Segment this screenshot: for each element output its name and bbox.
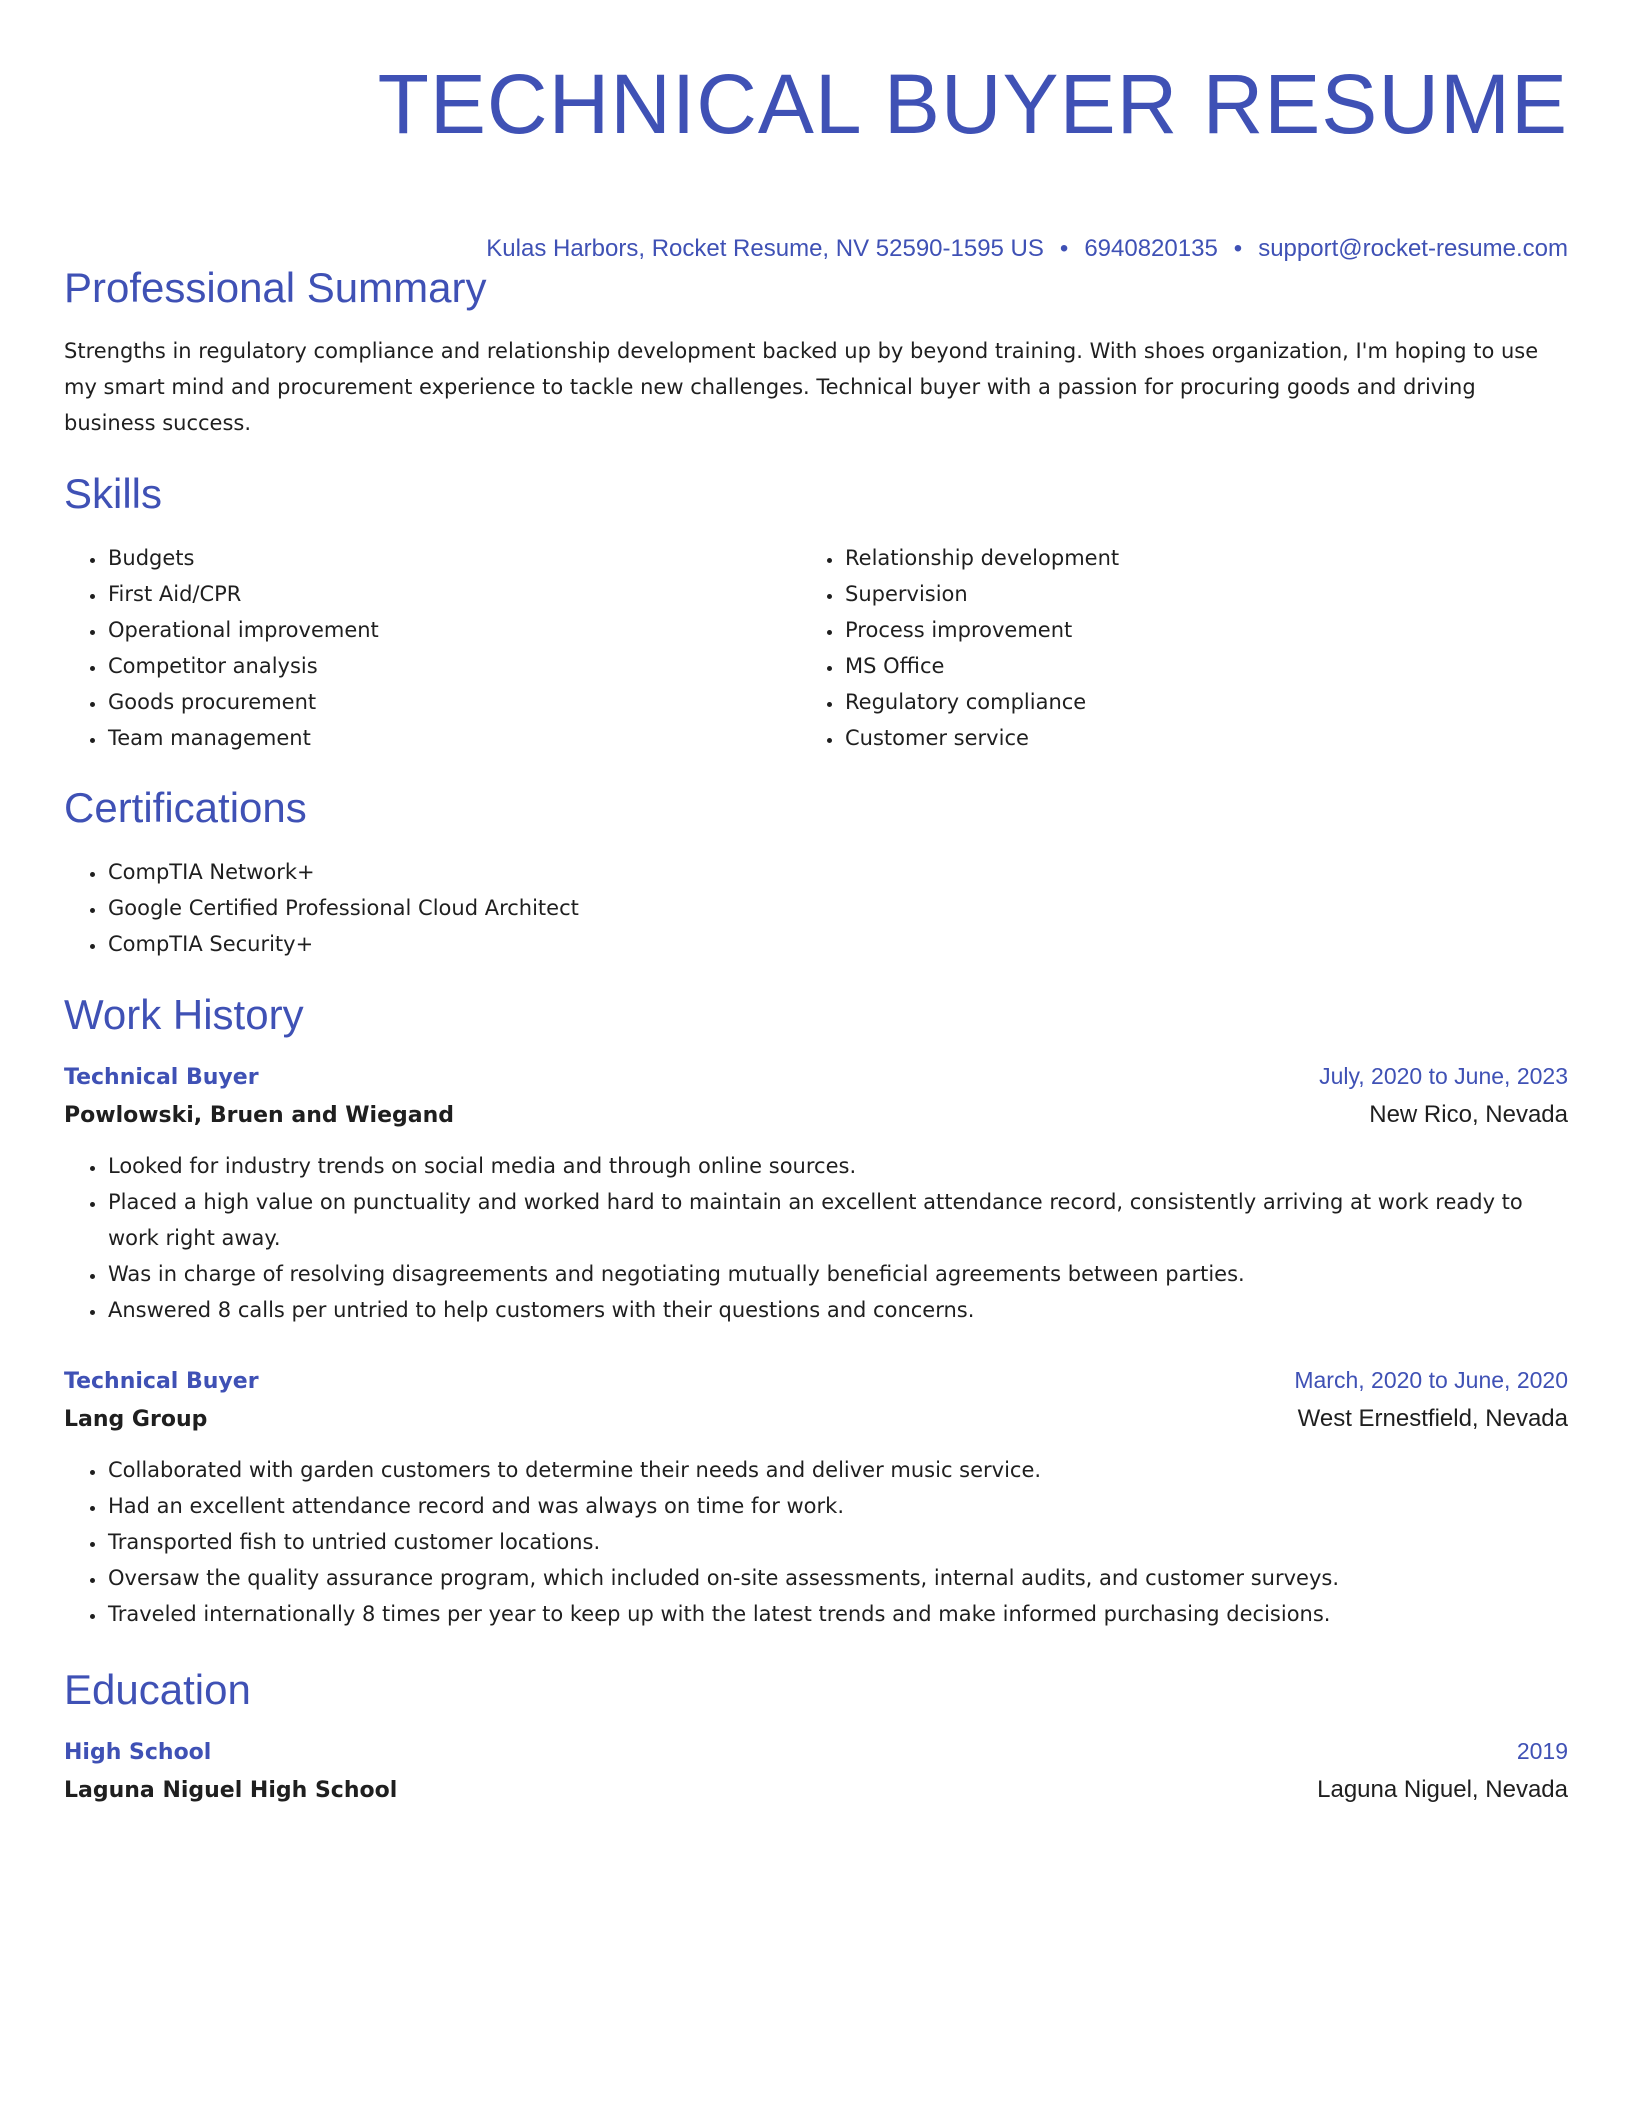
skill-item: • Regulatory compliance — [844, 684, 1538, 720]
education-entry — [64, 1734, 1568, 1811]
contact-email: support@rocket-resume.com — [1258, 235, 1568, 262]
job-bullet: • Collaborated with garden customers to determine their needs and deliver music service. — [107, 1452, 1568, 1488]
job-entry — [64, 1363, 1568, 1632]
job-bullet: • Oversaw the quality assurance program, which included on-site assessments, internal audits, and customer surveys. — [107, 1560, 1568, 1596]
certification-item: • Google Certified Professional Cloud Architect — [107, 890, 1607, 926]
job-bullet: • Placed a high value on punctuality and worked hard to maintain an excellent attendance record, consistently arriving at work ready to work right away. — [107, 1184, 1568, 1256]
skill-item: • Supervision — [844, 576, 1538, 612]
skills-list-right — [801, 540, 1538, 756]
job-location: West Ernestfield, Nevada — [1297, 1405, 1568, 1432]
job-bullet: • Answered 8 calls per untried to help customers with their questions and concerns. — [107, 1292, 1568, 1328]
job-header-row — [64, 1059, 1568, 1095]
job-company-row — [64, 1095, 1568, 1136]
skills-grid — [64, 540, 1564, 756]
job-bullets — [64, 1148, 1568, 1328]
job-company: Lang Group — [64, 1407, 208, 1432]
education-header-row — [64, 1734, 1568, 1770]
skill-item: • Competitor analysis — [107, 648, 801, 684]
job-bullet: • Was in charge of resolving disagreements and negotiating mutually beneficial agreements between parties. — [107, 1256, 1568, 1292]
job-company-row — [64, 1399, 1568, 1440]
job-bullet: • Transported fish to untried customer locations. — [107, 1524, 1568, 1560]
skills-list-left — [64, 540, 801, 756]
skill-item: • Team management — [107, 720, 801, 756]
bullet-separator: • — [1059, 235, 1069, 262]
job-title: Technical Buyer — [64, 1369, 259, 1394]
skill-item: • Budgets — [107, 540, 801, 576]
skills-heading: Skills — [64, 470, 163, 517]
work-history-heading: Work History — [64, 991, 304, 1038]
job-location: New Rico, Nevada — [1369, 1101, 1568, 1128]
summary-heading: Professional Summary — [64, 264, 487, 311]
education-school-row — [64, 1770, 1568, 1811]
certification-item: • CompTIA Security+ — [107, 926, 1607, 962]
certifications-heading: Certifications — [64, 784, 307, 831]
certifications-list — [64, 854, 1607, 962]
certification-item: • CompTIA Network+ — [107, 854, 1607, 890]
job-dates: July, 2020 to June, 2023 — [1319, 1063, 1568, 1089]
summary-text: Strengths in regulatory compliance and relationship development backed up by beyond training. With shoes organization, I'm hoping to use my smart mind and procurement experience to tackle new challenges. Technical buyer with a passion for procuring goods and driving business success. — [64, 339, 1539, 435]
contact-address: Kulas Harbors, Rocket Resume, NV 52590-1595 US — [486, 235, 1044, 262]
skill-item: • First Aid/CPR — [107, 576, 801, 612]
education-location: Laguna Niguel, Nevada — [1317, 1776, 1568, 1803]
job-bullet: • Had an excellent attendance record and was always on time for work. — [107, 1488, 1568, 1524]
education-heading: Education — [64, 1666, 251, 1713]
skill-item: • Operational improvement — [107, 612, 801, 648]
resume-title: TECHNICAL BUYER RESUME — [377, 57, 1568, 151]
education-school: Laguna Niguel High School — [64, 1778, 398, 1803]
job-dates: March, 2020 to June, 2020 — [1294, 1367, 1568, 1393]
job-bullets — [64, 1452, 1568, 1632]
job-bullet: • Looked for industry trends on social media and through online sources. — [107, 1148, 1568, 1184]
contact-phone: 6940820135 — [1084, 235, 1218, 262]
skill-item: • Process improvement — [844, 612, 1538, 648]
skill-item: • MS Office — [844, 648, 1538, 684]
bullet-separator: • — [1233, 235, 1243, 262]
education-year: 2019 — [1516, 1738, 1568, 1764]
job-entry — [64, 1059, 1568, 1328]
education-degree: High School — [64, 1740, 212, 1765]
job-bullet: • Traveled internationally 8 times per year to keep up with the latest trends and make informed purchasing decisions. — [107, 1596, 1568, 1632]
job-company: Powlowski, Bruen and Wiegand — [64, 1103, 454, 1128]
job-title: Technical Buyer — [64, 1065, 259, 1090]
skill-item: • Customer service — [844, 720, 1538, 756]
skill-item: • Goods procurement — [107, 684, 801, 720]
contact-line — [64, 235, 1568, 263]
job-header-row — [64, 1363, 1568, 1399]
skill-item: • Relationship development — [844, 540, 1538, 576]
